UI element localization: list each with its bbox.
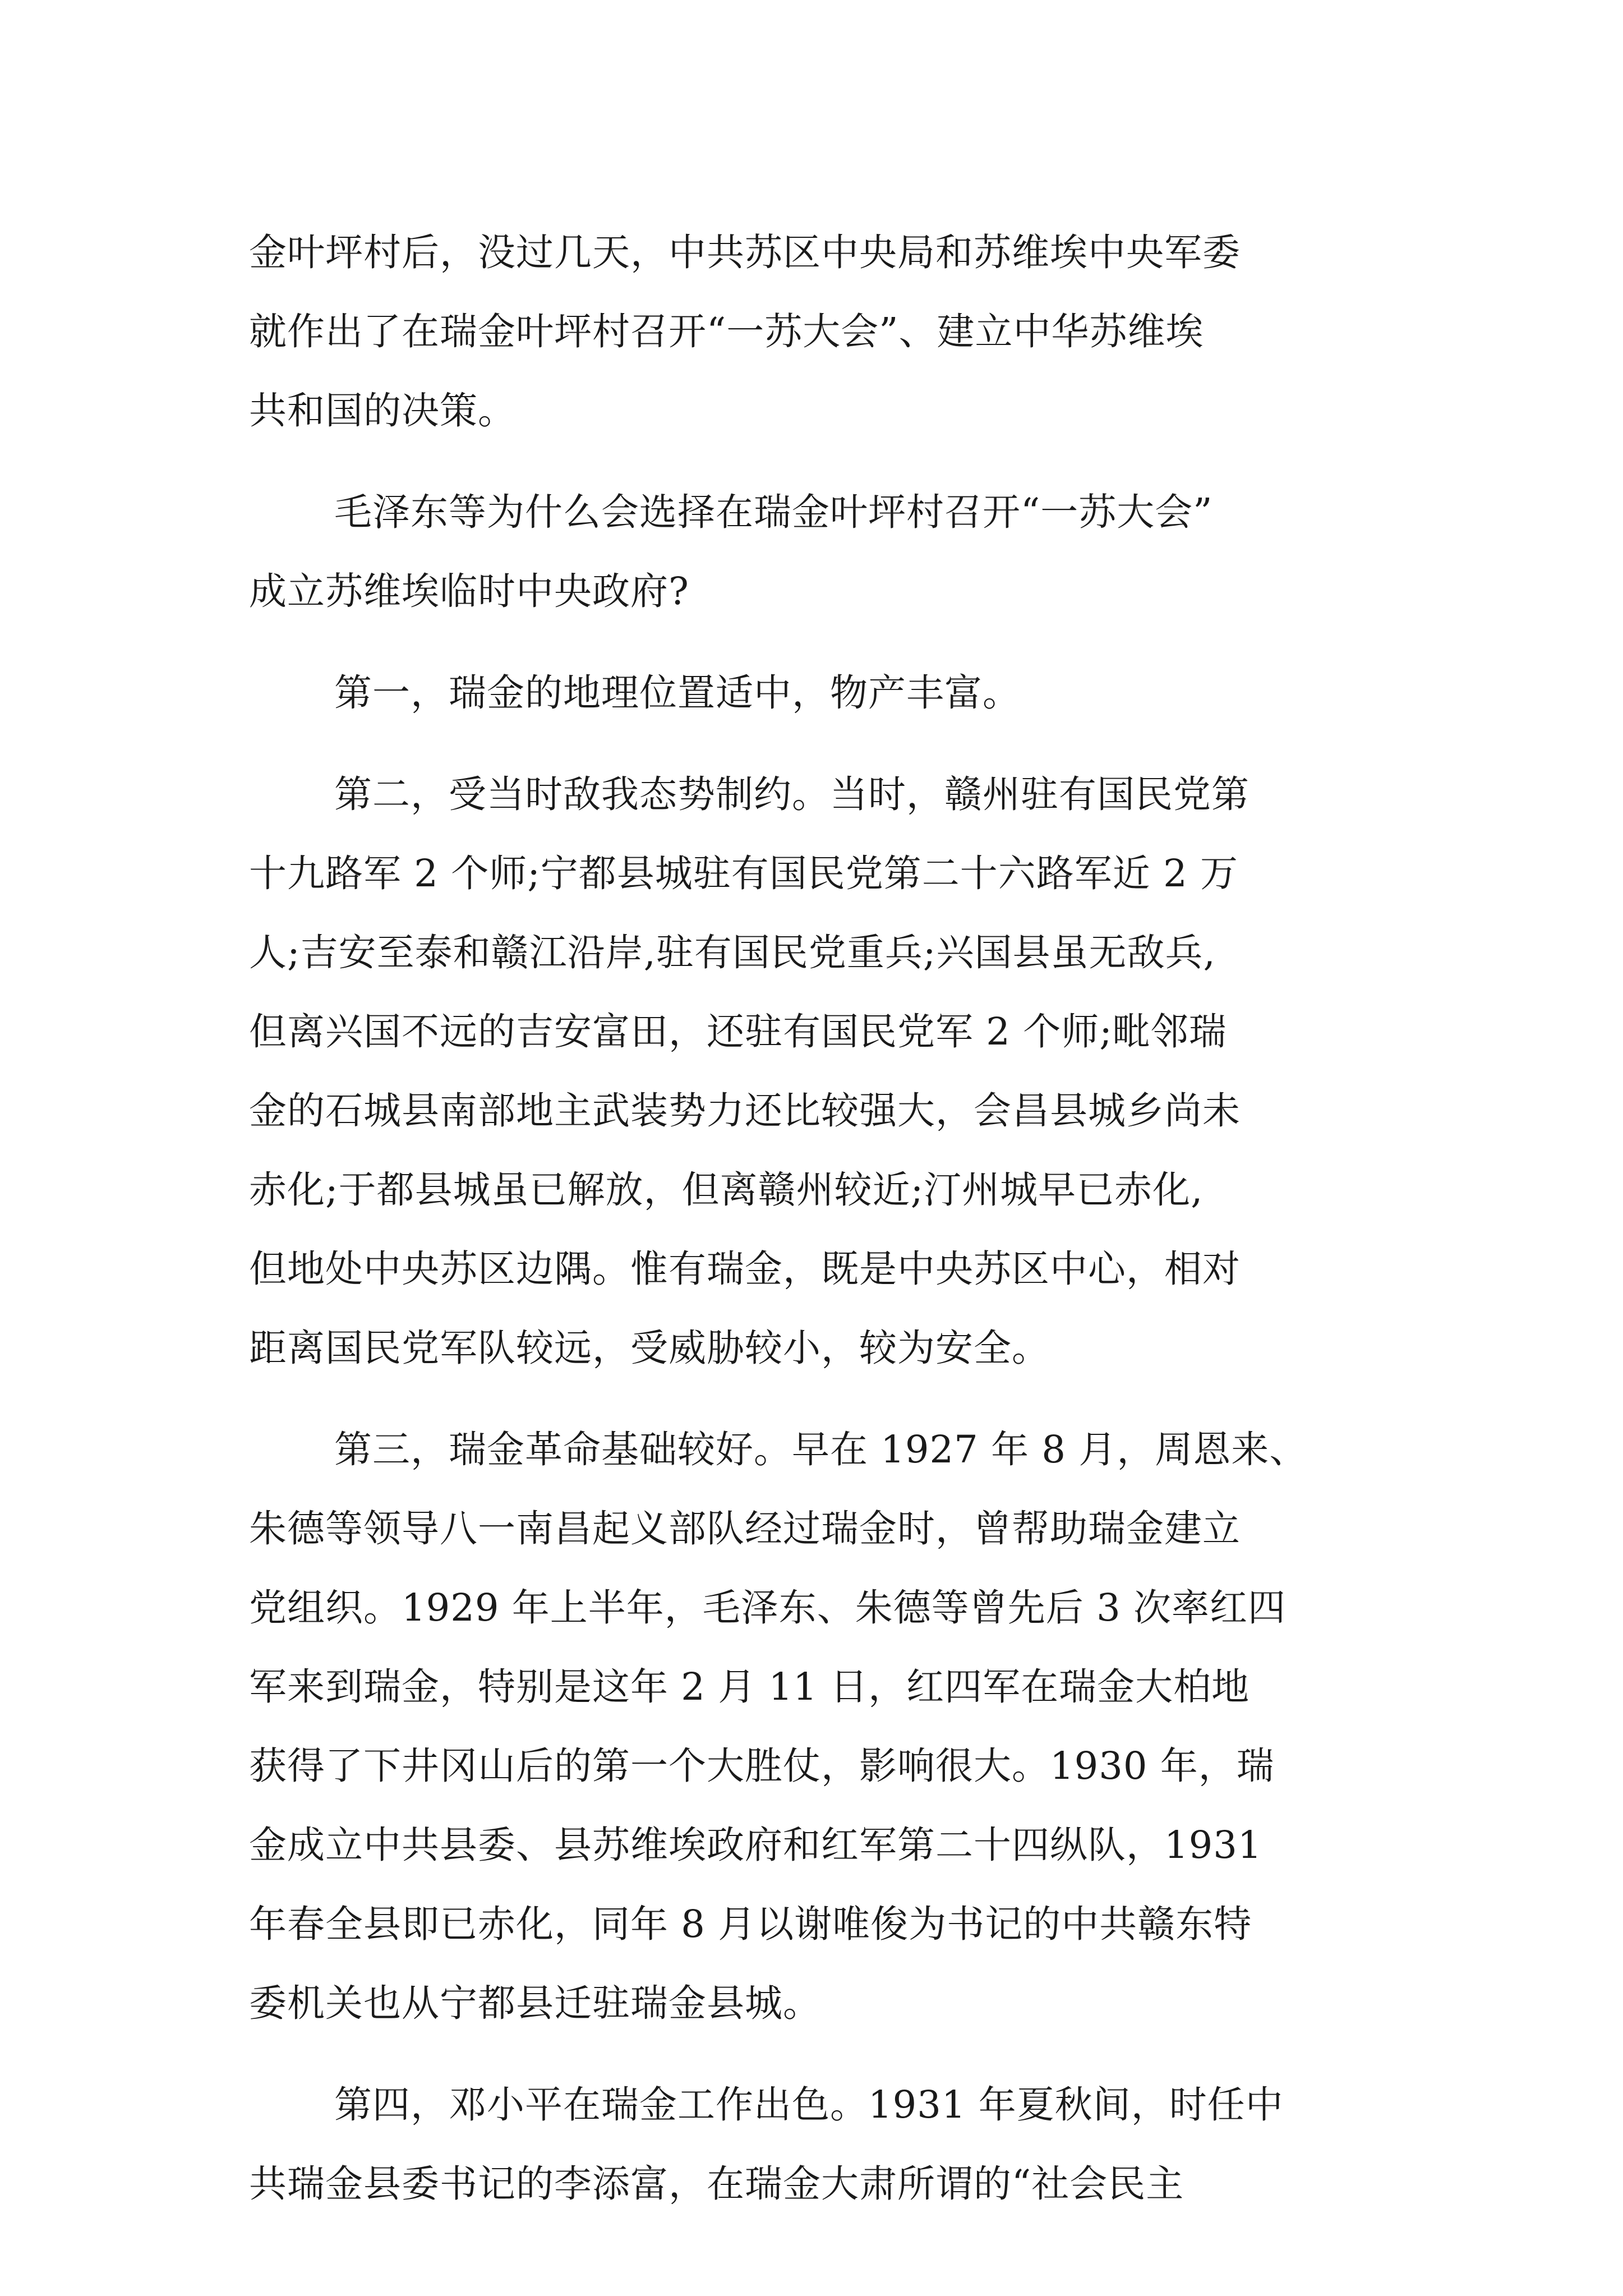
paragraph: [249, 473, 1374, 631]
text-line: 赤化;于都县城虽已解放，但离赣州较近;汀州城早已赤化,: [249, 1168, 1204, 1212]
text-line: 毛泽东等为什么会选择在瑞金叶坪村召开“一苏大会”: [334, 490, 1213, 534]
document-body: [249, 213, 1374, 2224]
text-line: 军来到瑞金，特别是这年 2 月 11 日，红四军在瑞金大柏地: [249, 1665, 1250, 1709]
paragraph-gap: [249, 2043, 1374, 2065]
paragraph-gap: [249, 450, 1374, 473]
text-line: 共瑞金县委书记的李添富，在瑞金大肃所谓的“社会民主: [249, 2162, 1184, 2206]
text-line: 金叶坪村后，没过几天，中共苏区中央局和苏维埃中央军委: [249, 231, 1241, 274]
text-line: 但离兴国不远的吉安富田，还驻有国民党军 2 个师;毗邻瑞: [249, 1010, 1227, 1053]
paragraph-gap: [249, 1388, 1374, 1410]
text-line: 共和国的决策。: [249, 389, 516, 432]
text-line: 委机关也从宁都县迁驻瑞金县城。: [249, 1981, 821, 2025]
text-line: 年春全县即已赤化，同年 8 月以谢唯俊为书记的中共赣东特: [249, 1902, 1252, 1946]
text-line: 但地处中央苏区边隅。惟有瑞金，既是中央苏区中心，相对: [249, 1247, 1241, 1291]
text-line: 获得了下井冈山后的第一个大胜仗，影响很大。1930 年，瑞: [249, 1744, 1275, 1788]
text-line: 党组织。1929 年上半年，毛泽东、朱德等曾先后 3 次率红四: [249, 1586, 1287, 1630]
paragraph: [249, 213, 1374, 450]
text-line: 第三，瑞金革命基础较好。早在 1927 年 8 月，周恩来、: [334, 1428, 1308, 1471]
paragraph: [249, 654, 1374, 733]
text-line: 人;吉安至泰和赣江沿岸,驻有国民党重兵;兴国县虽无敌兵,: [249, 931, 1216, 974]
paragraph-gap: [249, 631, 1374, 654]
text-line: 第二，受当时敌我态势制约。当时，赣州驻有国民党第: [334, 772, 1249, 816]
paragraph: [249, 2065, 1374, 2224]
text-line: 朱德等领导八一南昌起义部队经过瑞金时，曾帮助瑞金建立: [249, 1507, 1241, 1550]
text-line: 距离国民党军队较远，受威胁较小，较为安全。: [249, 1326, 1050, 1370]
text-line: 成立苏维埃临时中央政府?: [249, 569, 689, 613]
text-line: 金成立中共县委、县苏维埃政府和红军第二十四纵队，1931: [249, 1823, 1262, 1867]
text-line: 第一，瑞金的地理位置适中，物产丰富。: [334, 671, 1021, 715]
text-line: 就作出了在瑞金叶坪村召开“一苏大会”、建立中华苏维埃: [249, 310, 1204, 353]
paragraph: [249, 1410, 1374, 2043]
text-line: 第四，邓小平在瑞金工作出色。1931 年夏秋间，时任中: [334, 2083, 1284, 2127]
text-line: 十九路军 2 个师;宁都县城驻有国民党第二十六路军近 2 万: [249, 852, 1239, 895]
paragraph-gap: [249, 733, 1374, 755]
text-line: 金的石城县南部地主武装势力还比较强大，会昌县城乡尚未: [249, 1089, 1241, 1133]
paragraph: [249, 755, 1374, 1388]
